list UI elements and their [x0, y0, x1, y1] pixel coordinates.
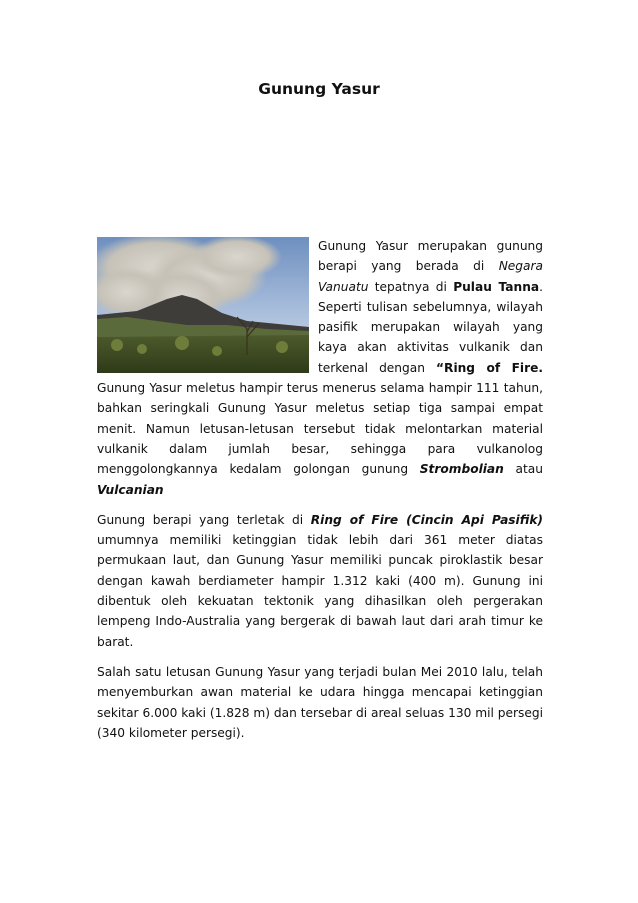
p1-text-1: Gunung Yasur merupakan gunung berapi yang berada di [318, 239, 543, 274]
article-body [97, 236, 543, 753]
paragraph-2 [97, 510, 543, 652]
p2-text-2: Ring of Fire (Cincin Api Pasifik) [310, 512, 543, 527]
p1-text-4: Pulau Tanna [453, 279, 540, 294]
p1-text-5: . Seperti tulisan sebelumnya, wilayah pasifik merupakan wilayah yang kaya akan aktivitas vulkanik dan terkenal dengan [318, 279, 543, 375]
volcano-photo [97, 237, 309, 373]
p1-text-9: atau [503, 462, 543, 477]
p1-text-6: “Ring of Fire. [436, 360, 544, 375]
p1-text-8: Strombolian [419, 462, 504, 477]
p1-text-7: Gunung Yasur meletus hampir terus menerus selama hampir 111 tahun, bahkan seringkali Gunung Yasur meletus setiap tiga sampai empat menit. Namun letusan-letusan tersebut tidak melontarkan material vulkanik dalam jumlah besar, sehingga para vulkanolog menggolongkannya kedalam golongan gunung [97, 381, 543, 477]
p2-text-3: umumnya memiliki ketinggian tidak lebih dari 361 meter diatas permukaan laut, dan Gunung Yasur memiliki puncak piroklastik besar dengan kawah berdiameter hampir 1.312 kaki (400 m). Gunung ini dibentuk oleh kekuatan tektonik yang dihasilkan oleh pergerakan lempeng Indo-Australia yang bergerak di bawah laut dari arah timur ke barat. [97, 533, 543, 649]
paragraph-3 [97, 662, 543, 743]
page-title: Gunung Yasur [258, 80, 380, 98]
p1-text-2: Negara Vanuatu [318, 259, 543, 294]
p1-text-10: Vulcanian [97, 482, 164, 497]
p3-text-1: Salah satu letusan Gunung Yasur yang terjadi bulan Mei 2010 lalu, telah menyemburkan awan material ke udara hingga mencapai ketinggian sekitar 6.000 kaki (1.828 m) dan tersebar di areal seluas 130 mil persegi (340 kilometer persegi). [97, 664, 543, 740]
p1-text-3: tepatnya di [368, 279, 454, 294]
volcano-photo-icon [97, 237, 309, 373]
p2-text-1: Gunung berapi yang terletak di [97, 512, 311, 527]
